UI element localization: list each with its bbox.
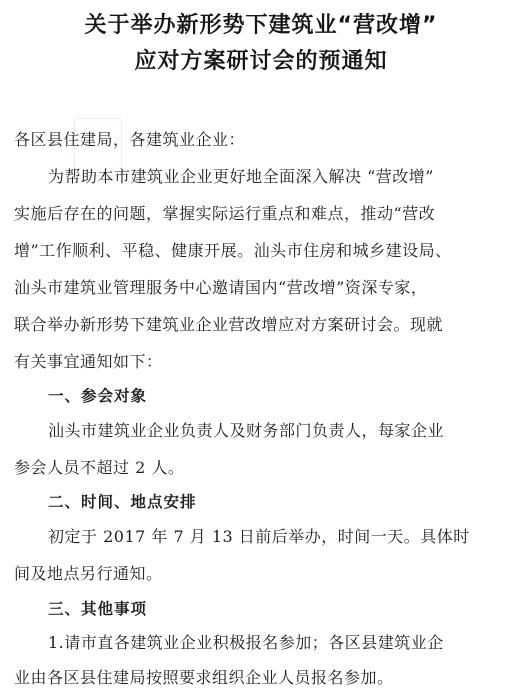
section-3-heading: 三、其他事项 <box>48 600 148 618</box>
intro-line-2: 实施后存在的问题，掌握实际运行重点和难点，推动“营改 <box>14 204 436 223</box>
notice-title-line-1: 关于举办新形势下建筑业“营改增” <box>84 13 438 38</box>
notice-title-line-2: 应对方案研讨会的预通知 <box>134 49 388 74</box>
intro-line-3: 增”工作顺利、平稳、健康开展。汕头市住房和城乡建设局、 <box>14 241 452 260</box>
section-2-line-2: 间及地点另行通知。 <box>14 564 163 583</box>
section-1-heading: 一、参会对象 <box>48 387 148 405</box>
section-3-line-1: 1.请市直各建筑业企业积极报名参加；各区县建筑业企 <box>48 633 444 652</box>
salutation: 各区县住建局，各建筑业企业： <box>14 130 246 149</box>
section-2-line-1: 初定于 2017 年 7 月 13 日前后举办，时间一天。具体时 <box>48 527 470 546</box>
section-1-line-1: 汕头市建筑业企业负责人及财务部门负责人，每家企业 <box>48 421 445 440</box>
intro-line-1: 为帮助本市建筑业企业更好地全面深入解决 “营改增” <box>48 167 434 186</box>
intro-line-5: 联合举办新形势下建筑业企业营改增应对方案研讨会。现就 <box>14 315 444 334</box>
section-1-line-2: 参会人员不超过 2 人。 <box>14 458 185 477</box>
section-3-line-2: 业由各区县住建局按照要求组织企业人员报名参加。 <box>14 668 394 687</box>
intro-line-6: 有关事宜通知如下： <box>14 352 163 371</box>
intro-line-4: 汕头市建筑业管理服务中心邀请国内“营改增”资深专家， <box>14 278 428 297</box>
section-2-heading: 二、时间、地点安排 <box>48 493 197 511</box>
